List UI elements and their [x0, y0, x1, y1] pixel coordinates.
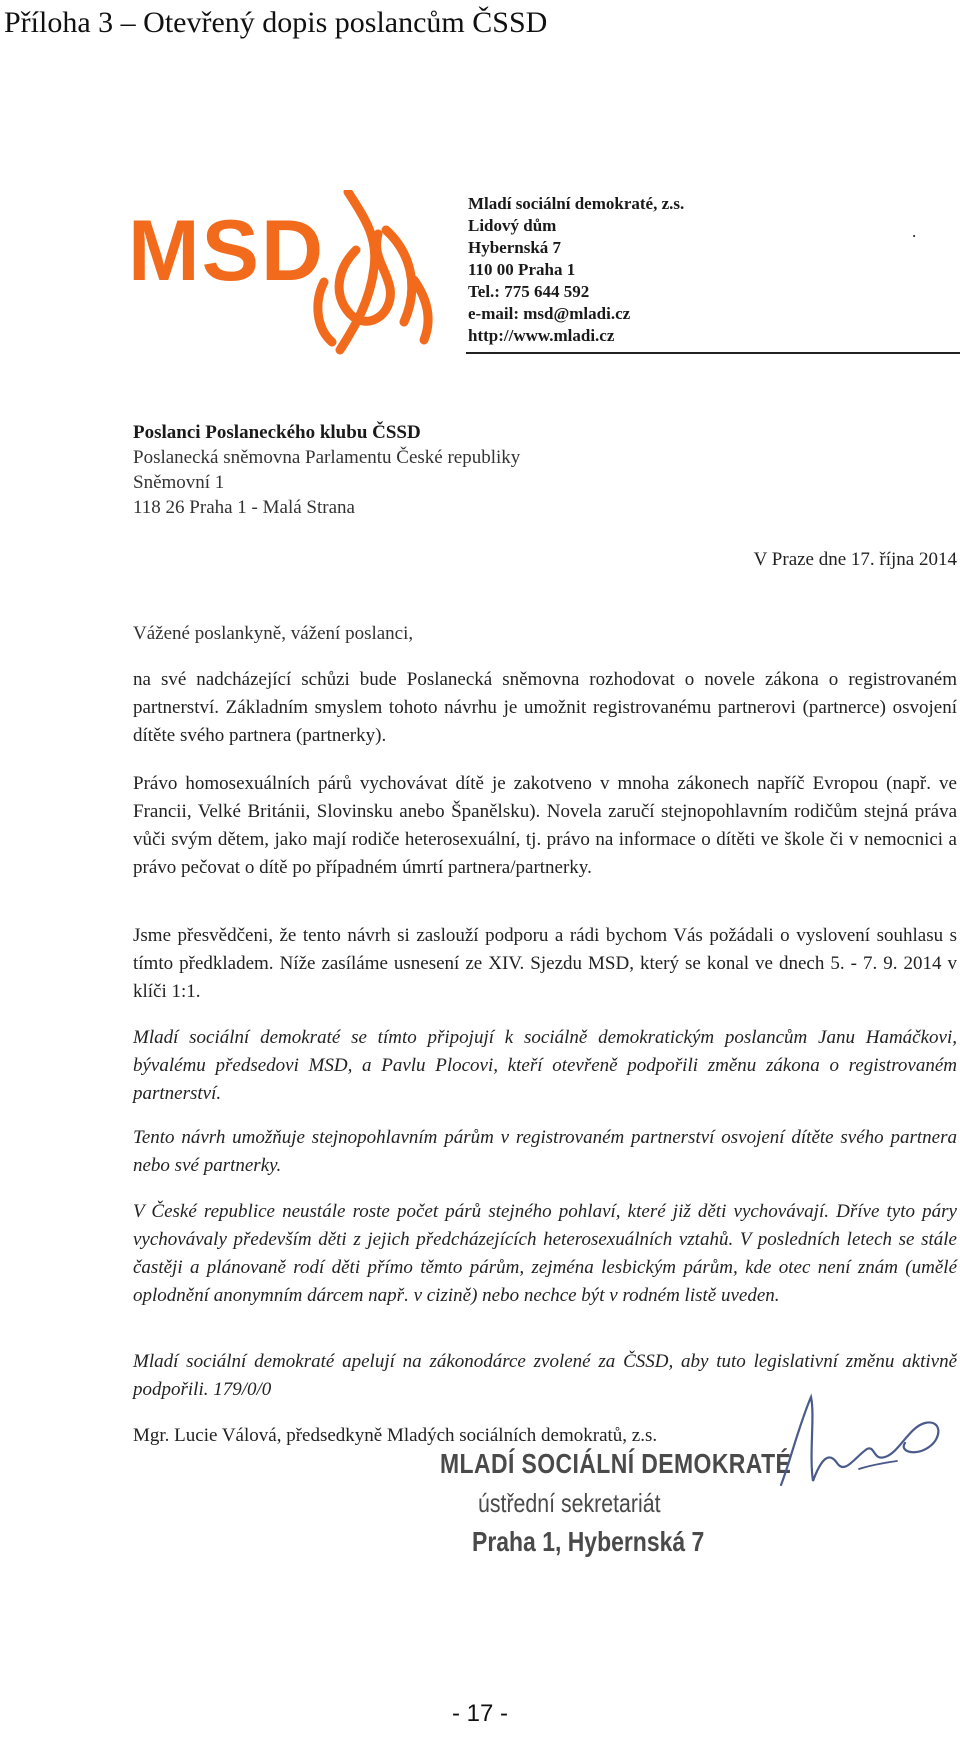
sender-email: e-mail: msd@mladi.cz: [468, 304, 631, 323]
signatory: Mgr. Lucie Válová, předsedkyně Mladých sociálních demokratů, z.s.: [133, 1425, 658, 1446]
sender-line: Mladí sociální demokraté, z.s.: [468, 194, 685, 213]
sender-line: Lidový dům: [468, 216, 557, 235]
letter-date: V Praze dne 17. října 2014: [753, 549, 957, 570]
recipient-line: Poslanecká sněmovna Parlamentu České republiky: [133, 447, 521, 468]
stamp: [440, 1448, 792, 1558]
recipient-line: 118 26 Praha 1 - Malá Strana: [133, 497, 355, 518]
resolution-paragraph: Mladí sociální demokraté apelují na zákonodárce zvolené za ČSSD, aby tuto legislativní změnu aktivně podpořili. 179/0/0: [133, 1351, 957, 1400]
sender-address: [468, 193, 684, 347]
resolution-paragraph: Tento návrh umožňuje stejnopohlavním párům v registrovaném partnerství osvojení dítěte svého partnera nebo své partnerky.: [133, 1127, 957, 1176]
msd-logo: [128, 190, 468, 360]
page-number: - 17 -: [451, 1700, 508, 1727]
sender-phone: Tel.: 775 644 592: [468, 282, 590, 301]
header-divider: [466, 352, 960, 354]
stamp-line: ústřední sekretariát: [478, 1488, 661, 1518]
resolution-paragraph: Mladí sociální demokraté se tímto připojují k sociálně demokratickým poslancům Janu Hamáčkovi, bývalému předsedovi MSD, a Pavlu Plocovi, kteří otevřeně podpořili změnu zákona o registrovaném partnerství.: [133, 1027, 957, 1104]
paragraph: Právo homosexuálních párů vychovávat dítě je zakotveno v mnoha zákonech napříč Evropou (např. ve Francii, Velké Británii, Slovinsku anebo Španělsku). Novela zaručí stejnopohlavním rodičům stejná práva vůči svým dětem, jako mají rodiče heterosexuální, tj. právo na informace o dítěti ve škole či v nemocnici a právo pečovat o dítě po případném úmrtí partnera/partnerky.: [133, 773, 957, 878]
resolution-paragraph: V České republice neustále roste počet párů stejného pohlaví, které již děti vychovávají. Dříve tyto páry vychovávaly především děti z jejich předcházejících heterosexuálních vztahů. V posledních letech se stále častěji a plánovaně rodí děti přímo těmto párům, zejména lesbickým párům, kde otec není znám (umělé oplodnění anonymním dárcem např. v cizině) nebo nechce být v rodném listě uveden.: [133, 1201, 957, 1306]
paragraph: Jsme přesvědčeni, že tento návrh si zaslouží podporu a rádi bychom Vás požádali o vyslovení souhlasu s tímto předkladem. Níže zasíláme usnesení ze XIV. Sjezdu MSD, který se konal ve dnech 5. - 7. 9. 2014 v klíči 1:1.: [133, 925, 957, 1002]
flame-icon: [318, 192, 428, 350]
sender-website: http://www.mladi.cz: [468, 326, 615, 345]
sender-line: 110 00 Praha 1: [468, 260, 576, 279]
stamp-line: MLADÍ SOCIÁLNÍ DEMOKRATÉ: [440, 1448, 792, 1479]
recipient-address: [133, 420, 520, 520]
greeting: Vážené poslankyně, vážení poslanci,: [133, 623, 414, 644]
paragraph: na své nadcházející schůzi bude Poslanecká sněmovna rozhodovat o novele zákona o registrovaném partnerství. Základním smyslem tohoto návrhu je umožnit registrovanému partnerovi (partnerce) osvojení dítěte svého partnera (partnerky).: [133, 669, 957, 746]
logo-text: MSD: [128, 203, 326, 299]
dot-mark: .: [912, 222, 917, 241]
recipient-line: Sněmovní 1: [133, 472, 225, 493]
page-title: Příloha 3 – Otevřený dopis poslancům ČSSD: [4, 6, 548, 39]
sender-line: Hybernská 7: [468, 238, 562, 257]
handwritten-signature: [775, 1385, 955, 1495]
stamp-line: Praha 1, Hybernská 7: [472, 1526, 705, 1557]
recipient-name: Poslanci Poslaneckého klubu ČSSD: [133, 422, 421, 443]
